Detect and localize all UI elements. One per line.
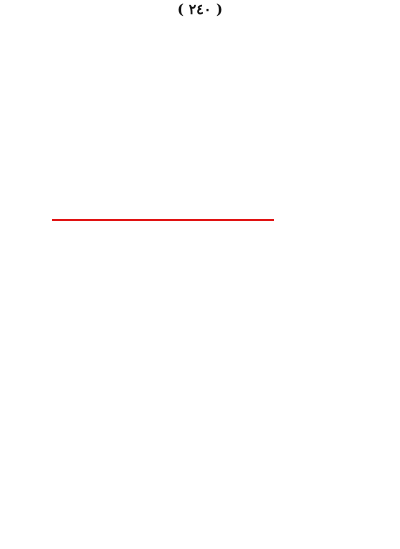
text-line [10, 192, 390, 208]
page-number: ( ٢٤٠ ) [177, 2, 223, 18]
text-line [10, 381, 390, 397]
text-line [10, 318, 390, 334]
text-line [10, 287, 390, 303]
text-line [10, 113, 390, 129]
text-line [10, 366, 390, 382]
text-line [10, 460, 390, 476]
text-line [10, 176, 390, 192]
text-line [10, 271, 390, 287]
text-line [10, 508, 390, 524]
text-line [10, 429, 390, 445]
text-line [10, 302, 390, 318]
text-line [10, 255, 390, 271]
text-line [10, 397, 390, 413]
text-line [10, 445, 390, 461]
text-line [10, 160, 390, 176]
text-line [10, 239, 390, 255]
text-line [10, 65, 390, 81]
text-line [10, 413, 390, 429]
text-line [10, 539, 390, 546]
text-line [10, 334, 390, 350]
text-line [10, 476, 390, 492]
text-line [10, 50, 390, 66]
text-line [10, 34, 390, 50]
text-line [10, 81, 390, 97]
text-line [10, 18, 390, 34]
red-underline-mark [52, 219, 274, 221]
text-line [10, 129, 390, 145]
text-line [10, 492, 390, 508]
text-block [10, 18, 390, 546]
text-line [10, 350, 390, 366]
text-line [10, 144, 390, 160]
text-line [10, 223, 390, 239]
text-line [10, 524, 390, 540]
text-line [10, 97, 390, 113]
